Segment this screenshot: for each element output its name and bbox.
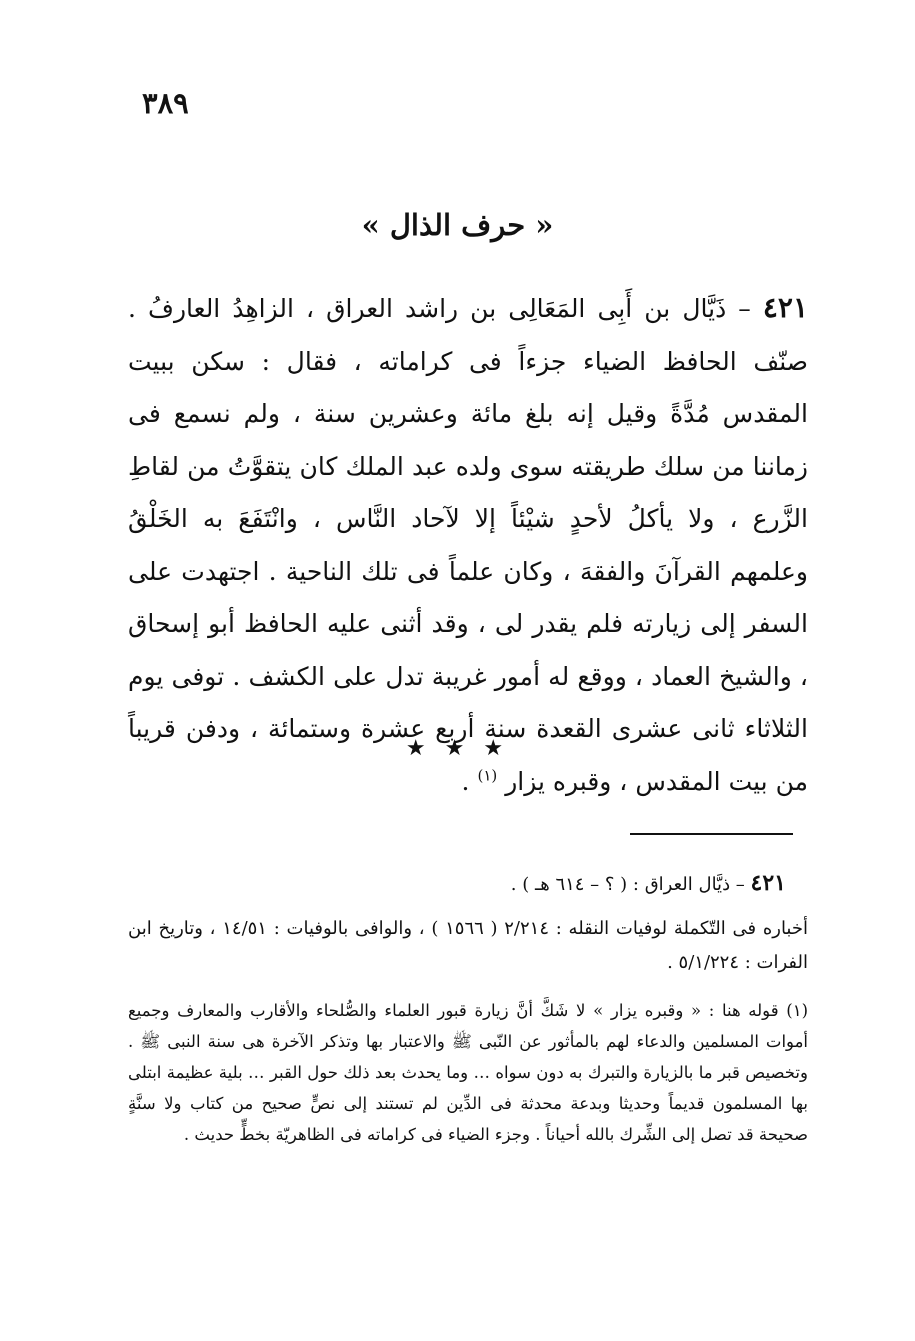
footnote-sources: أخباره فى التّكملة لوفيات النقله : ٢/٢١٤ ( ١٥٦٦ ) ، والوافى بالوفيات : ١٤/٥١ ، وتاريخ ابن الفرات : ٥/١/٢٢٤ . (128, 918, 808, 973)
entry-end: . (461, 766, 470, 796)
footnote-reference: (١) (477, 766, 498, 785)
entry-text: – ذَيَّال بن أَبِى المَعَالِى بن راشد العراق ، الزاهِدُ العارفُ . صنّف الحافظ الضياء جزءاً فى كراماته ، فقال : سكن ببيت المقدس مُدَّةً وقيل إنه بلغ مائة وعشرين سنة ، ولم نسمع فى زماننا من سلك طريقته سوى ولده عبد الملك كان يتقوَّتُ من لقاطِ الزَّرع ، ولا يأكلُ لأحدٍ شيْئاً إلا لآحاد النَّاس ، وانْتَفَعَ به الخَلْقُ وعلمهم القرآنَ والفقهَ ، وكان علماً فى تلك الناحية . اجتهدت على السفر إلى زيارته فلم يقدر لى ، وقد أثنى عليه الحافظ أبو إسحاق ، والشيخ العماد ، ووقع له أمور غريبة تدل على الكشف . توفى يوم الثلاثاء ثانى عشرى القعدة سنة أربع عشرة وستمائة ، ودفن قريباً من بيت المقدس ، وقبره يزار (128, 294, 808, 796)
footnote-bio-heading (300, 866, 786, 902)
footnote-bio-text: – ذيَّال العراق : ( ؟ – ٦١٤ هـ ) . (510, 874, 745, 895)
footnote-note: (١) قوله هنا : « وقبره يزار » لا شَكَّ أنَّ زيارة قبور العلماء والصُّلحاء والأقارب والمعارف وجميع أموات المسلمين والدعاء لهم بالمأثور عن النّبى ﷺ والاعتبار بها وتذكر الآخرة هى سنة النبى ﷺ . وتخصيص قبر ما بالزيارة والتبرك به دون سواه … وما يحدث بعد ذلك حول القبر … بلية عظيمة ابتلى بها المسلمون قديماً وحديثا وبدعة محدثة فى الدِّين لم تستند إلى نصٍّ صحيح من كتاب ولا سنَّةٍ صحيحة قد تصل إلى الشِّرك بالله أحياناً . وجزء الضياء فى كراماته فى الظاهريّة بخطٍّ حديث . (128, 1001, 808, 1144)
section-heading: « حرف الذال » (361, 208, 554, 242)
footnote-bio-number: ٤٢١ (750, 870, 786, 896)
footnote-divider (630, 833, 793, 835)
entry-number: ٤٢١ (762, 291, 808, 324)
biography-entry (128, 282, 808, 808)
page-number: ٣٨٩ (142, 86, 189, 120)
star-separator: ★ ★ ★ (405, 736, 510, 761)
